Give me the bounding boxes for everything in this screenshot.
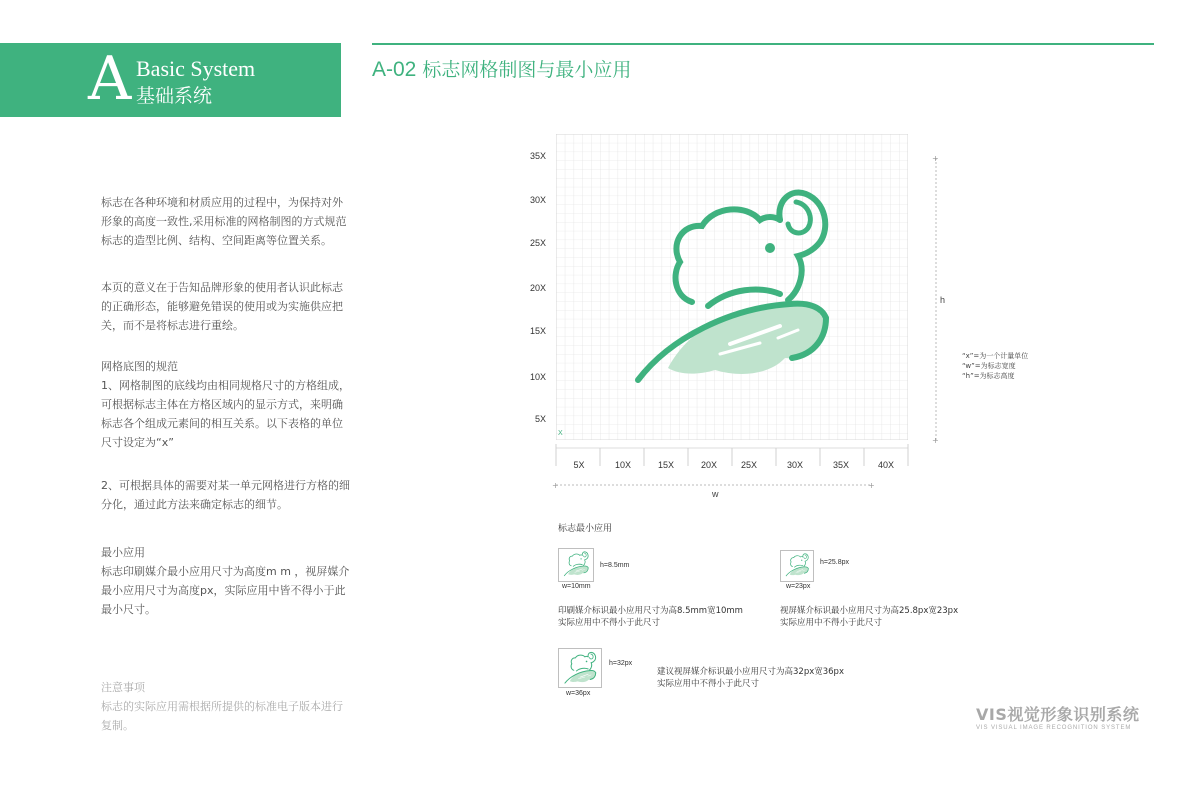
min-usage-heading: 最小应用 (101, 546, 145, 559)
suggested-min-desc (657, 666, 844, 690)
notes (101, 678, 351, 735)
screen-min-desc (780, 605, 958, 629)
screen-min-desc-line2: 实际应用中不得小于此尺寸 (780, 618, 883, 628)
width-label: w (712, 489, 719, 499)
y-tick-label: 5X (534, 414, 546, 424)
height-label: h (940, 295, 946, 305)
y-tick-label: 10X (529, 372, 546, 382)
svg-text:+: + (552, 481, 559, 490)
section-header (0, 43, 341, 117)
screen-min-logo (780, 550, 814, 582)
svg-text:+: + (932, 436, 939, 444)
purpose-text: 本页的意义在于告知品牌形象的使用者认识此标志的正确形态，能够避免错误的使用或为实施供应把关，而不是将标志进行重绘。 (101, 281, 343, 332)
section-title-en: Basic System (136, 56, 256, 81)
legend-item: “h”=为标志高度 (962, 372, 1015, 380)
footer-brand-sub: VIS VISUAL IMAGE RECOGNITION SYSTEM (976, 725, 1132, 731)
section-letter: A (88, 44, 132, 114)
print-min-height: h=8.5mm (600, 562, 630, 569)
x-tick-label: 30X (786, 460, 803, 470)
intro-paragraph (101, 193, 351, 250)
screen-min-desc-line1: 视屏媒介标识最小应用尺寸为高25.8px宽23px (780, 606, 959, 616)
min-usage (101, 543, 351, 619)
print-min-desc-line1: 印刷媒介标识最小应用尺寸为高8.5mm宽10mm (558, 606, 743, 616)
y-tick-label: 20X (529, 283, 546, 293)
logo-grid (556, 134, 908, 440)
legend-item: “w”=为标志宽度 (962, 362, 1016, 370)
print-min-desc-line2: 实际应用中不得小于此尺寸 (558, 618, 661, 628)
suggested-min-height: h=32px (609, 660, 633, 667)
grid-rule-1: 1、网格制图的底线均由相同规格尺寸的方格组成，可根据标志主体在方格区域内的显示方式，来明确标志各个组成元素间的相互关系。以下表格的单位尺寸设定为“x” (101, 379, 350, 449)
notes-heading: 注意事项 (101, 681, 145, 694)
x-tick-label: 15X (657, 460, 674, 470)
screen-min-height: h=25.8px (820, 559, 849, 566)
y-tick-label: 25X (529, 238, 546, 248)
suggested-min-width: w=36px (566, 690, 591, 697)
x-axis-ruler (550, 444, 912, 494)
title-rule (372, 43, 1154, 45)
print-min-desc (558, 605, 743, 629)
purpose-paragraph (101, 278, 351, 335)
screen-min-width: w=23px (786, 583, 811, 590)
legend (962, 351, 1028, 381)
svg-text:+: + (868, 481, 875, 490)
notes-text: 标志的实际应用需根据所提供的标准电子版本进行复制。 (101, 700, 343, 732)
min-app-heading: 标志最小应用 (558, 524, 613, 534)
grid-rule-2: 2、可根据具体的需要对某一单元网格进行方格的细分化，通过此方法来确定标志的细节。 (101, 479, 350, 511)
page-title (372, 58, 631, 82)
print-min-width: w=10mm (562, 583, 591, 590)
legend-item: “x”=为一个计量单位 (962, 352, 1029, 360)
x-tick-label: 35X (832, 460, 849, 470)
y-tick-label: 30X (529, 195, 546, 205)
page-title-text: 标志网格制图与最小应用 (422, 59, 632, 81)
page-code: A-02 (372, 58, 417, 81)
y-tick-label: 15X (529, 326, 546, 336)
y-tick-label: 35X (529, 151, 546, 161)
section-title-cn: 基础系统 (136, 85, 213, 107)
grid-rules (101, 357, 351, 452)
grid-rules-heading: 网格底图的规范 (101, 360, 178, 373)
suggested-min-desc-line2: 实际应用中不得小于此尺寸 (657, 679, 760, 689)
suggested-min-logo (558, 648, 602, 688)
x-tick-label: 25X (740, 460, 757, 470)
x-tick-label: 20X (700, 460, 717, 470)
unit-corner-mark: X (558, 430, 563, 437)
footer-brand: VIS视觉形象识别系统 (976, 705, 1140, 724)
suggested-min-desc-line1: 建议视屏媒介标识最小应用尺寸为高32px宽36px (657, 667, 844, 677)
x-tick-label: 10X (614, 460, 631, 470)
grid-rule-2-block (101, 476, 351, 514)
svg-text:+: + (932, 154, 939, 163)
print-min-logo (558, 548, 594, 582)
min-usage-text: 标志印刷媒介最小应用尺寸为高度m m ，视屏媒介最小应用尺寸为高度px，实际应用中皆不得小于此最小尺寸。 (101, 565, 350, 616)
x-tick-label: 5X (573, 460, 585, 470)
intro-text: 标志在各种环境和材质应用的过程中，为保持对外形象的高度一致性,采用标准的网格制图的方式规范标志的造型比例、结构、空间距离等位置关系。 (101, 196, 347, 247)
x-tick-label: 40X (877, 460, 894, 470)
